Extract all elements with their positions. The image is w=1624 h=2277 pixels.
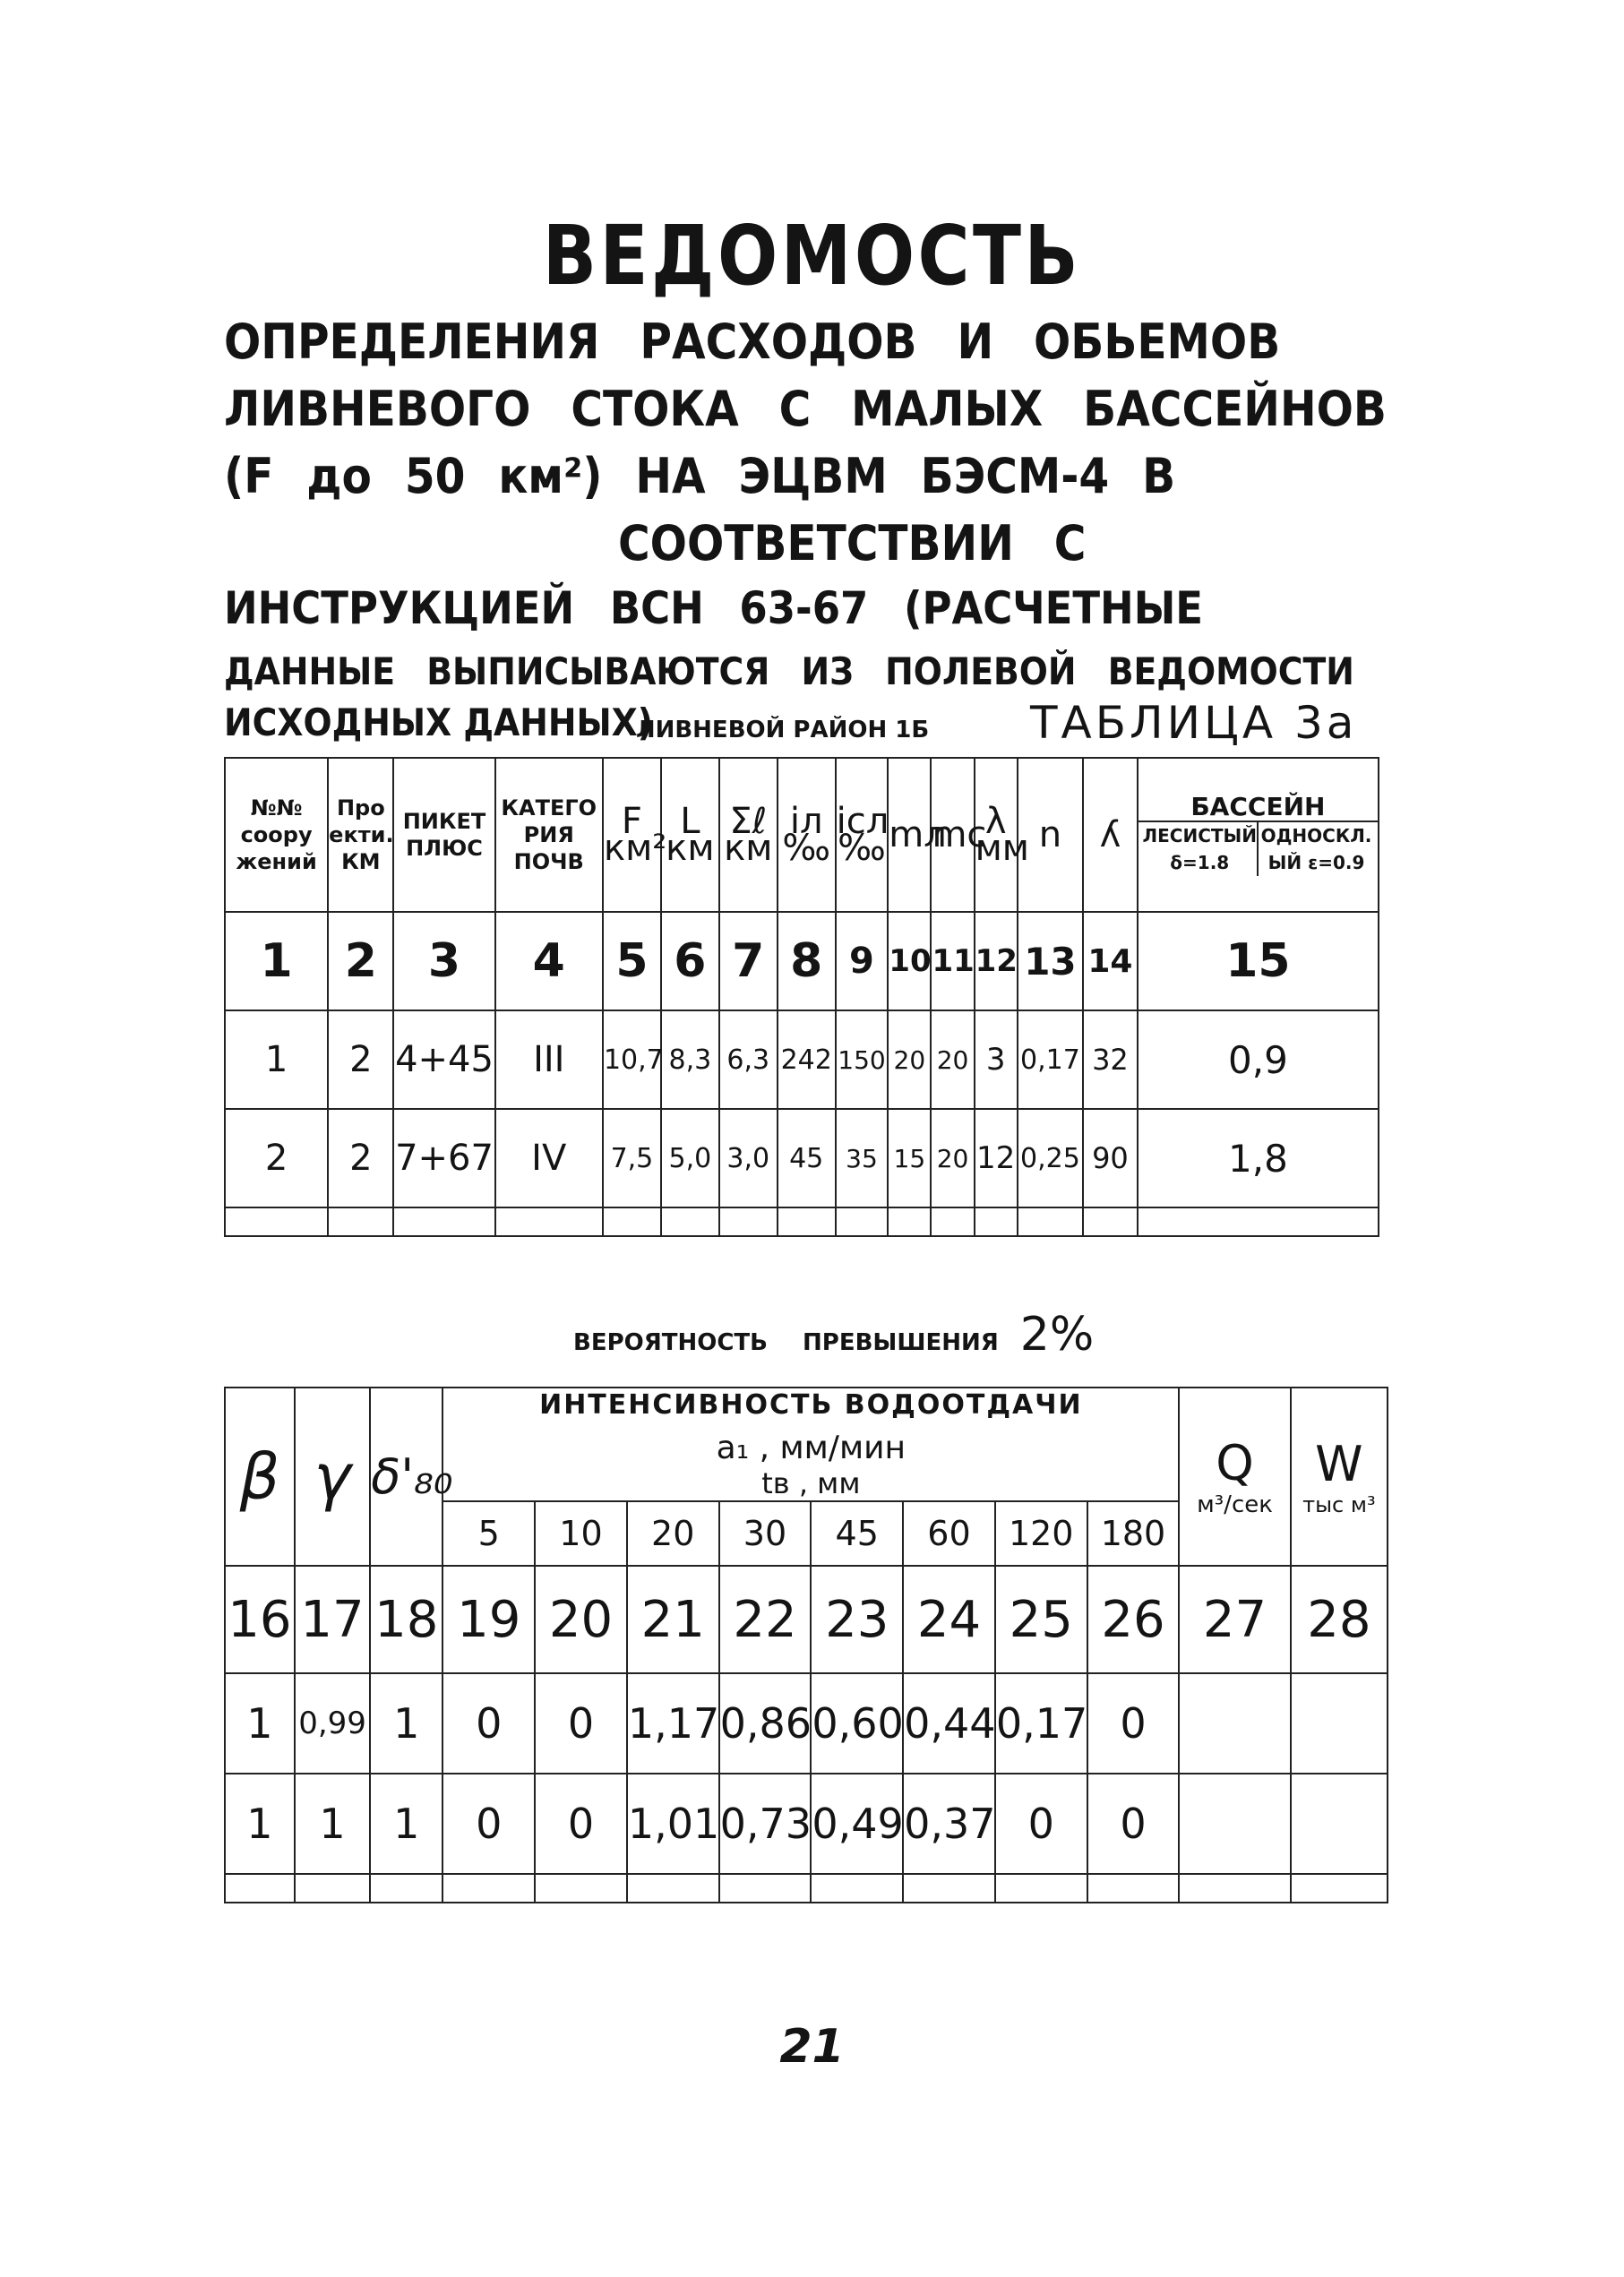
- column-number-row: [225, 1566, 1388, 1673]
- table-tail-row: [225, 1874, 1388, 1903]
- column-number-row: [225, 912, 1379, 1010]
- col-num: 27: [1179, 1566, 1290, 1673]
- time-unit: tв , мм: [761, 1465, 861, 1500]
- time-col: 20: [627, 1501, 719, 1566]
- time-col: 120: [995, 1501, 1087, 1566]
- cell: [1179, 1673, 1290, 1774]
- cell: 35: [836, 1109, 889, 1207]
- header-area: F км²: [603, 758, 661, 912]
- table-header-row: [225, 758, 1379, 912]
- cell: 0: [1087, 1673, 1180, 1774]
- cell: [1291, 1673, 1388, 1774]
- cell: 0,25: [1018, 1109, 1083, 1207]
- header-picket: ПИКЕТ ПЛЮС: [393, 758, 494, 912]
- document-title: ВЕДОМОСТЬ: [542, 208, 1082, 304]
- header-discharge: [1179, 1388, 1290, 1566]
- col-num: 15: [1138, 912, 1379, 1010]
- col-num: 7: [719, 912, 778, 1010]
- time-col: 60: [903, 1501, 995, 1566]
- w-unit: тыс м³: [1302, 1492, 1376, 1517]
- cell: 3: [975, 1010, 1018, 1109]
- source-data-table: [224, 757, 1379, 1237]
- table2-header-row: [225, 1388, 1388, 1501]
- col-num: 23: [811, 1566, 903, 1673]
- col-num: 17: [295, 1566, 370, 1673]
- table-row: [225, 1109, 1379, 1207]
- cell: 1,17: [627, 1673, 719, 1774]
- col-num: 9: [836, 912, 889, 1010]
- cell: 7+67: [393, 1109, 494, 1207]
- col-num: 5: [603, 912, 661, 1010]
- heading-line-6: ДАННЫЕ ВЫПИСЫВАЮТСЯ ИЗ ПОЛЕВОЙ ВЕДОМОСТИ: [224, 649, 1354, 693]
- heading-line-1: ОПРЕДЕЛЕНИЯ РАСХОДОВ И ОБЬЕМОВ: [224, 314, 1281, 370]
- header-structure-no: №№ соору жений: [225, 758, 328, 912]
- col-num: 18: [370, 1566, 443, 1673]
- cell: 1: [225, 1774, 295, 1874]
- header-volume: [1291, 1388, 1388, 1566]
- header-project-km: Про екти. КМ: [328, 758, 393, 912]
- cell: 3,0: [719, 1109, 778, 1207]
- cell: IV: [495, 1109, 603, 1207]
- heading-line-7: ИСХОДНЫХ ДАННЫХ): [224, 700, 654, 744]
- intensity-label: ИНТЕНСИВНОСТЬ ВОДООТДАЧИ: [539, 1388, 1083, 1421]
- col-num: 21: [627, 1566, 719, 1673]
- heading-line-2: ЛИВНЕВОГО СТОКА С МАЛЫХ БАССЕЙНОВ: [224, 381, 1387, 437]
- col-num: 25: [995, 1566, 1087, 1673]
- cell: 0,99: [295, 1673, 370, 1774]
- header-length: L км: [661, 758, 719, 912]
- cell: 45: [778, 1109, 836, 1207]
- col-num: 22: [719, 1566, 812, 1673]
- col-num: 8: [778, 912, 836, 1010]
- heading-line-3: (F до 50 км²) НА ЭЦВМ БЭСМ-4 В: [224, 448, 1176, 504]
- cell: 1: [225, 1010, 328, 1109]
- cell: 1,01: [627, 1774, 719, 1874]
- header-delta: δ'₈₀: [370, 1388, 443, 1566]
- cell: 6,3: [719, 1010, 778, 1109]
- q-label: Q: [1216, 1435, 1254, 1491]
- header-sum-length: Σℓ км: [719, 758, 778, 912]
- probability-value: 2%: [1019, 1308, 1095, 1362]
- header-beta: β: [225, 1388, 295, 1566]
- time-col: 5: [443, 1501, 535, 1566]
- header-alpha: ʎ: [1083, 758, 1138, 912]
- col-num: 13: [1018, 912, 1083, 1010]
- cell: 1: [295, 1774, 370, 1874]
- cell: 20: [931, 1109, 974, 1207]
- cell: 7,5: [603, 1109, 661, 1207]
- cell: 15: [888, 1109, 931, 1207]
- cell: 1: [370, 1673, 443, 1774]
- time-col: 30: [719, 1501, 812, 1566]
- col-num: 1: [225, 912, 328, 1010]
- cell: 0,73: [719, 1774, 812, 1874]
- header-soil-category: КАТЕГО РИЯ ПОЧВ: [495, 758, 603, 912]
- cell: 20: [888, 1010, 931, 1109]
- header-gamma: γ: [295, 1388, 370, 1566]
- cell: 0,44: [903, 1673, 995, 1774]
- cell: 2: [328, 1010, 393, 1109]
- col-num: 6: [661, 912, 719, 1010]
- cell: [1179, 1774, 1290, 1874]
- col-num: 26: [1087, 1566, 1180, 1673]
- time-col: 10: [535, 1501, 627, 1566]
- cell: 12: [975, 1109, 1018, 1207]
- probability-line: [573, 1308, 1094, 1362]
- basin-label: БАССЕЙН: [1139, 794, 1378, 822]
- cell: 2: [225, 1109, 328, 1207]
- q-unit: м³/сек: [1197, 1491, 1273, 1518]
- cell: 0,17: [1018, 1010, 1083, 1109]
- cell: 0: [443, 1774, 535, 1874]
- col-num: 10: [888, 912, 931, 1010]
- header-n: n: [1018, 758, 1083, 912]
- basin-forest: ЛЕСИСТЫЙ δ=1.8: [1142, 822, 1259, 876]
- intensity-unit: a₁ , мм/мин: [716, 1429, 907, 1466]
- cell: III: [495, 1010, 603, 1109]
- heading-line-5: ИНСТРУКЦИЕЙ ВСН 63-67 (РАСЧЕТНЫЕ: [224, 582, 1204, 634]
- cell: [1291, 1774, 1388, 1874]
- col-num: 3: [393, 912, 494, 1010]
- rain-region-label: ЛИВНЕВОЙ РАЙОН 1Б: [636, 717, 930, 743]
- cell: 150: [836, 1010, 889, 1109]
- results-table: [224, 1387, 1388, 1903]
- col-num: 11: [931, 912, 974, 1010]
- table-row: [225, 1673, 1388, 1774]
- cell: 0: [995, 1774, 1087, 1874]
- header-lambda: λ мм: [975, 758, 1018, 912]
- w-label: W: [1315, 1436, 1363, 1492]
- cell: 0: [1087, 1774, 1180, 1874]
- header-intensity: [443, 1388, 1179, 1501]
- basin-slope: ОДНОСКЛ. ЫЙ ε=0.9: [1260, 825, 1372, 873]
- time-col: 180: [1087, 1501, 1180, 1566]
- cell: 0,49: [811, 1774, 903, 1874]
- cell: 1: [225, 1673, 295, 1774]
- cell: 242: [778, 1010, 836, 1109]
- header-basin: [1138, 758, 1379, 912]
- cell: 90: [1083, 1109, 1138, 1207]
- header-slope-log: iл ‰: [778, 758, 836, 912]
- cell: 0: [535, 1673, 627, 1774]
- col-num: 20: [535, 1566, 627, 1673]
- cell: 4+45: [393, 1010, 494, 1109]
- header-m-log: mл: [888, 758, 931, 912]
- page-number: 21: [779, 2020, 845, 2074]
- col-num: 2: [328, 912, 393, 1010]
- cell: 1,8: [1138, 1109, 1379, 1207]
- heading-line-4: СООТВЕТСТВИИ С: [618, 515, 1087, 571]
- cell: 0,17: [995, 1673, 1087, 1774]
- header-m-slope: mс: [931, 758, 974, 912]
- col-num: 12: [975, 912, 1018, 1010]
- cell: 1: [370, 1774, 443, 1874]
- cell: 10,7: [603, 1010, 661, 1109]
- table-number-label: ТАБЛИЦА 3а: [1030, 697, 1358, 749]
- cell: 0,86: [719, 1673, 812, 1774]
- col-num: 16: [225, 1566, 295, 1673]
- cell: 0: [443, 1673, 535, 1774]
- col-num: 14: [1083, 912, 1138, 1010]
- table-row: [225, 1010, 1379, 1109]
- time-col: 45: [811, 1501, 903, 1566]
- col-num: 28: [1291, 1566, 1388, 1673]
- col-num: 19: [443, 1566, 535, 1673]
- cell: 32: [1083, 1010, 1138, 1109]
- cell: 0,9: [1138, 1010, 1379, 1109]
- cell: 0: [535, 1774, 627, 1874]
- cell: 2: [328, 1109, 393, 1207]
- col-num: 4: [495, 912, 603, 1010]
- probability-label: ВЕРОЯТНОСТЬ ПРЕВЫШЕНИЯ: [573, 1329, 999, 1356]
- cell: 0,37: [903, 1774, 995, 1874]
- cell: 0,60: [811, 1673, 903, 1774]
- cell: 20: [931, 1010, 974, 1109]
- table-row: [225, 1774, 1388, 1874]
- cell: 8,3: [661, 1010, 719, 1109]
- table-tail-row: [225, 1207, 1379, 1236]
- col-num: 24: [903, 1566, 995, 1673]
- header-slope-basin: iсл ‰: [836, 758, 889, 912]
- cell: 5,0: [661, 1109, 719, 1207]
